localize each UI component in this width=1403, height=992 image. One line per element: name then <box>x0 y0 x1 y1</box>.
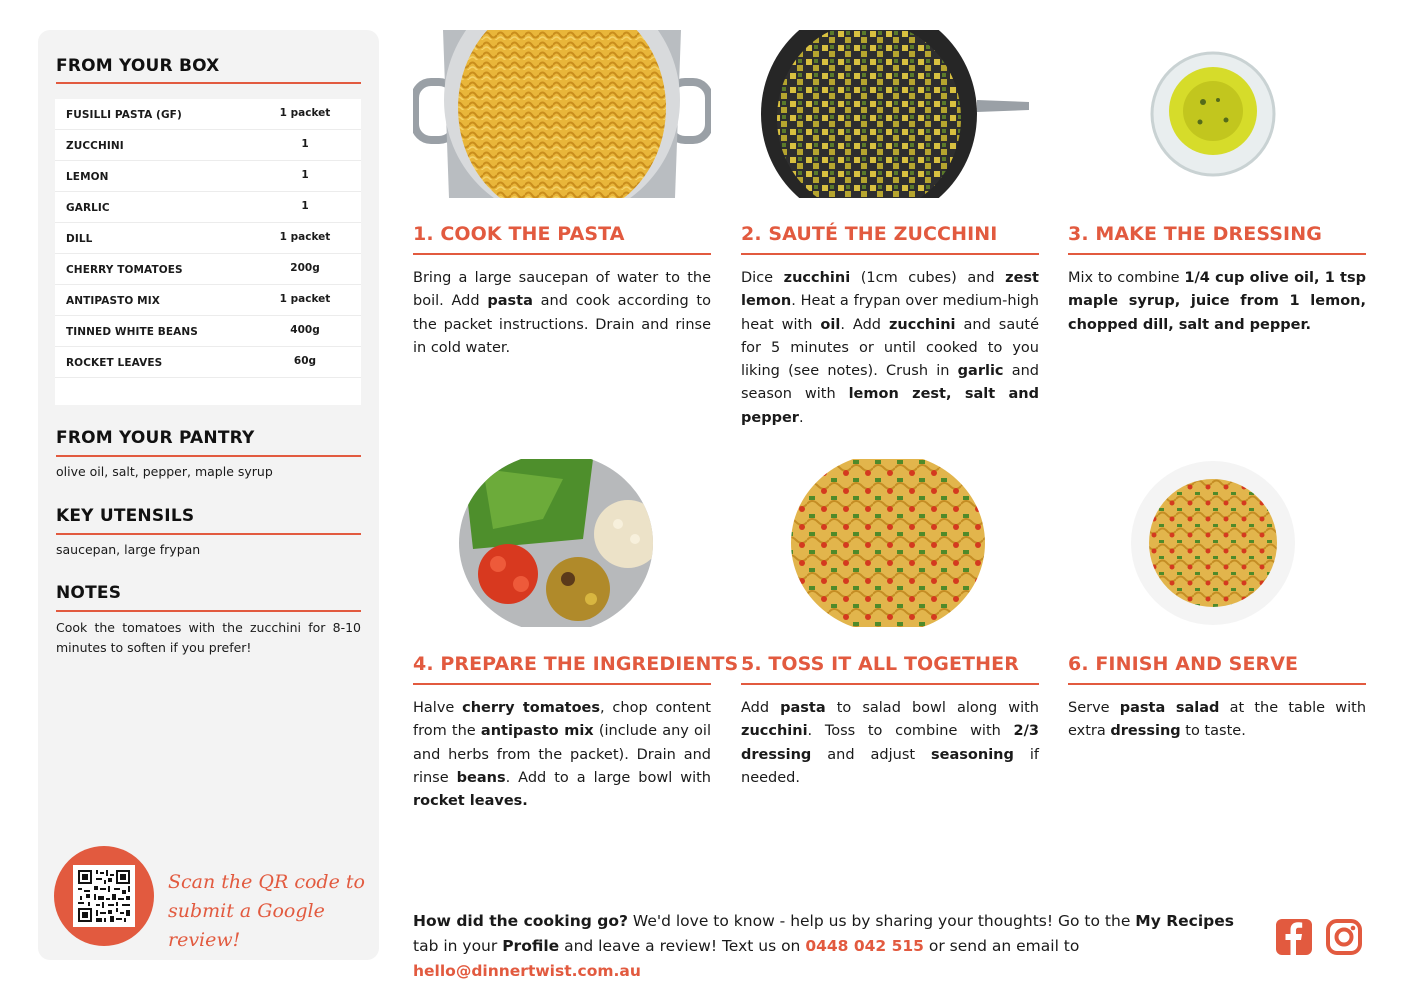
ingredient-name: LEMON <box>66 171 109 183</box>
qr-caption-line: Scan the QR code to <box>168 871 365 893</box>
zucchini-frypan-icon <box>741 30 1039 198</box>
ingredient-name: GARLIC <box>66 202 110 214</box>
ingredient-name: ROCKET LEAVES <box>66 357 163 369</box>
ingredient-qty: 1 packet <box>279 231 331 243</box>
table-row <box>55 161 361 192</box>
table-row <box>55 316 361 347</box>
ingredient-name: ZUCCHINI <box>66 140 124 152</box>
served-salad-icon <box>1068 459 1366 627</box>
ingredient-name: DILL <box>66 233 93 245</box>
notes-title: NOTES <box>56 583 122 603</box>
divider <box>1068 253 1366 255</box>
ingredients-bowl-icon <box>413 459 711 627</box>
sidebar <box>38 30 379 960</box>
ingredient-qty: 1 <box>301 200 309 212</box>
phone-link[interactable]: 0448 042 515 <box>805 937 924 955</box>
divider <box>56 455 361 457</box>
qr-badge <box>54 846 154 946</box>
divider <box>56 533 361 535</box>
step-5-body: Add pasta to salad bowl along with zucchini. Toss to combine with 2/3 dressing and adjust seasoning if needed. <box>741 700 1039 786</box>
qr-caption <box>168 868 368 955</box>
table-row <box>55 130 361 161</box>
my-recipes-text: My Recipes <box>1135 912 1234 930</box>
ingredient-qty: 400g <box>290 324 320 336</box>
divider <box>741 253 1039 255</box>
ingredient-name: TINNED WHITE BEANS <box>66 326 198 338</box>
step-3-title: 3. MAKE THE DRESSING <box>1068 223 1322 245</box>
divider <box>413 253 711 255</box>
dressing-bowl-icon <box>1068 30 1366 198</box>
ingredient-name: ANTIPASTO MIX <box>66 295 160 307</box>
qr-caption-line: submit a Google review! <box>168 900 325 951</box>
step-5-title: 5. TOSS IT ALL TOGETHER <box>741 653 1019 675</box>
email-link[interactable]: hello@dinnertwist.com.au <box>413 962 641 980</box>
utensils-title: KEY UTENSILS <box>56 506 195 526</box>
pantry-title: FROM YOUR PANTRY <box>56 428 255 448</box>
ingredient-name: CHERRY TOMATOES <box>66 264 183 276</box>
facebook-icon[interactable] <box>1275 918 1313 956</box>
step-2-title: 2. SAUTÉ THE ZUCCHINI <box>741 223 998 245</box>
pantry-text: olive oil, salt, pepper, maple syrup <box>56 464 273 479</box>
notes-text: Cook the tomatoes with the zucchini for 8-10 minutes to soften if you prefer! <box>56 620 361 655</box>
utensils-text: saucepan, large frypan <box>56 542 201 557</box>
box-title: FROM YOUR BOX <box>56 56 220 76</box>
ingredient-qty: 60g <box>293 355 317 367</box>
ingredient-qty: 200g <box>290 262 320 274</box>
feedback-footer: How did the cooking go? We'd love to know - help us by sharing your thoughts! Go to the My Recipes tab in your Profile and leave a review! Text us on 0448 042 515 or send an email to hello@dinnertwist.com.au <box>413 912 1234 980</box>
table-row <box>55 254 361 285</box>
table-row <box>55 285 361 316</box>
ingredient-qty: 1 <box>301 138 309 150</box>
pasta-pot-icon <box>413 30 711 198</box>
table-row <box>55 347 361 378</box>
box-ingredients-table <box>55 99 361 405</box>
step-1-body: Bring a large saucepan of water to the boil. Add pasta and cook according to the packet instructions. Drain and rinse in cold water. <box>413 270 711 356</box>
table-row <box>55 223 361 254</box>
divider <box>741 683 1039 685</box>
ingredient-qty: 1 packet <box>279 293 331 305</box>
table-row <box>55 192 361 223</box>
instagram-icon[interactable] <box>1325 918 1363 956</box>
step-6-title: 6. FINISH AND SERVE <box>1068 653 1299 675</box>
step-1-title: 1. COOK THE PASTA <box>413 223 625 245</box>
step-4-body: Halve cherry tomatoes, chop content from the antipasto mix (include any oil and herbs from the packet). Drain and rinse beans. Add to a large bowl with rocket leaves. <box>413 700 711 810</box>
ingredient-qty: 1 <box>301 169 309 181</box>
footer-question: How did the cooking go? <box>413 912 628 930</box>
ingredient-qty: 1 packet <box>279 107 331 119</box>
profile-text: Profile <box>502 937 560 955</box>
divider <box>413 683 711 685</box>
step-6-body: Serve pasta salad at the table with extra dressing to taste. <box>1068 700 1367 740</box>
divider <box>56 82 361 84</box>
ingredient-name: FUSILLI PASTA (GF) <box>66 109 182 121</box>
step-3-body: Mix to combine 1/4 cup olive oil, 1 tsp maple syrup, juice from 1 lemon, chopped dill, salt and pepper. <box>1068 270 1366 333</box>
qr-code-icon[interactable] <box>73 865 135 927</box>
table-row <box>55 99 361 130</box>
tossed-salad-icon <box>741 459 1039 627</box>
step-2-body: Dice zucchini (1cm cubes) and zest lemon. Heat a frypan over medium-high heat with oil. Add zucchini and sauté for 5 minutes or until cooked to you liking (see notes). Crush in garlic and season with lemon zest, salt and pepper. <box>741 270 1040 426</box>
divider <box>56 610 361 612</box>
step-4-title: 4. PREPARE THE INGREDIENTS <box>413 653 739 675</box>
divider <box>1068 683 1366 685</box>
